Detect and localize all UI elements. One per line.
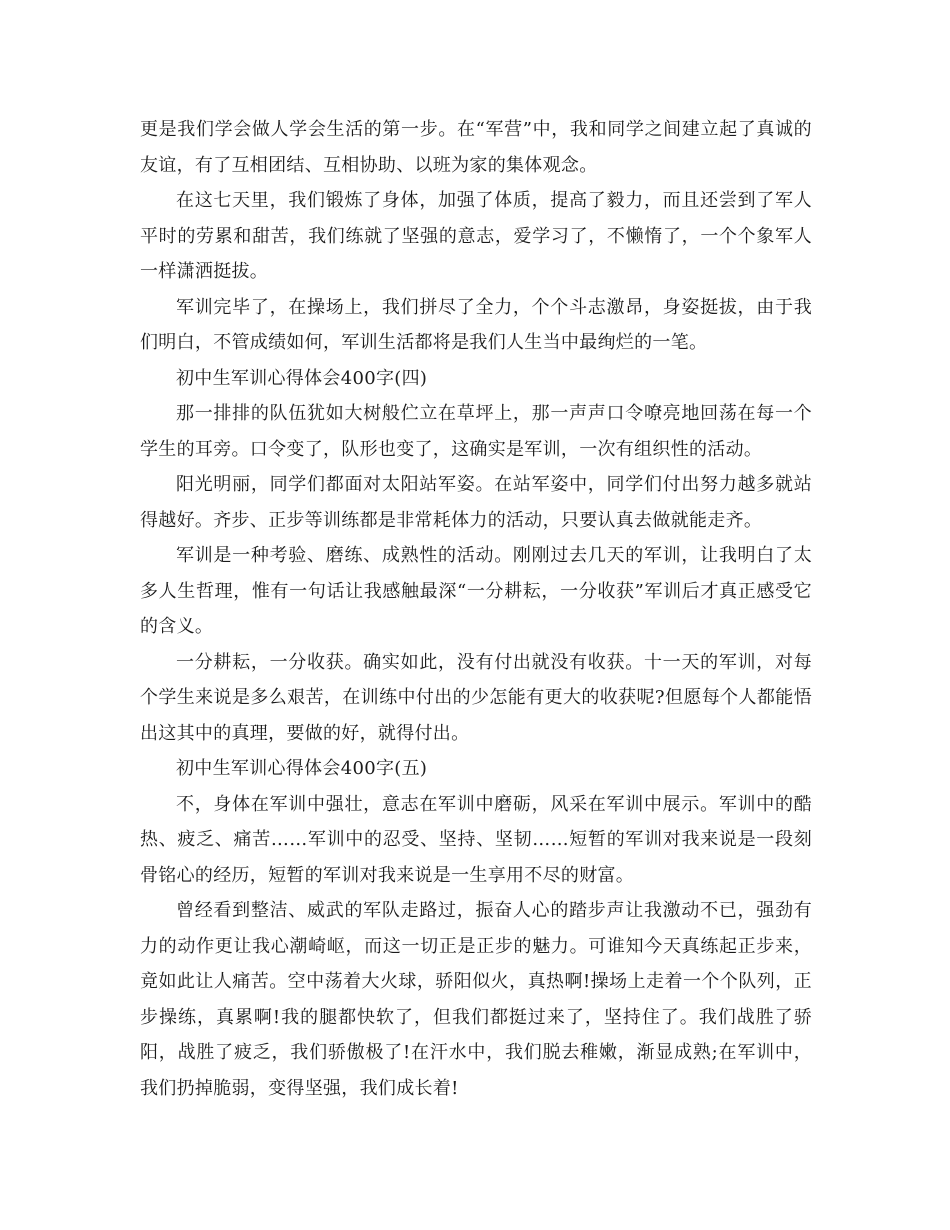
paragraph: 一分耕耘，一分收获。确实如此，没有付出就没有收获。十一天的军训，对每个学生来说是多么艰苦，在训练中付出的少怎能有更大的收获呢?但愿每个人都能悟出这其中的真理，要做的好，就得付出。 <box>140 651 812 744</box>
paragraph: 不，身体在军训中强壮，意志在军训中磨砺，风采在军训中展示。军训中的酷热、疲乏、痛苦……军训中的忍受、坚持、坚韧……短暂的军训对我来说是一段刻骨铭心的经历，短暂的军训对我来说是一生享用不尽的财富。 <box>140 793 812 886</box>
paragraph-continuation: 更是我们学会做人学会生活的第一步。在“军营”中，我和同学之间建立起了真诚的友谊，有了互相团结、互相协助、以班为家的集体观念。 <box>140 119 812 176</box>
paragraph: 阳光明丽，同学们都面对太阳站军姿。在站军姿中，同学们付出努力越多就站得越好。齐步、正步等训练都是非常耗体力的活动，只要认真去做就能走齐。 <box>140 474 812 531</box>
section-heading: 初中生军训心得体会400字(四) <box>176 367 428 389</box>
paragraph: 曾经看到整洁、威武的军队走路过，振奋人心的踏步声让我激动不已，强劲有力的动作更让我心潮崎岖，而这一切正是正步的魅力。可谁知今天真练起正步来，竟如此让人痛苦。空中荡着大火球，骄阳似火，真热啊!操场上走着一个个队列，正步操练，真累啊!我的腿都快软了，但我们都挺过来了，坚持住了。我们战胜了骄阳，战胜了疲乏，我们骄傲极了!在汗水中，我们脱去稚嫩，渐显成熟;在军训中，我们扔掉脆弱，变得坚强，我们成长着! <box>140 900 812 1099</box>
paragraph: 军训是一种考验、磨练、成熟性的活动。刚刚过去几天的军训，让我明白了太多人生哲理，惟有一句话让我感触最深“一分耕耘，一分收获”军训后才真正感受它的含义。 <box>140 545 812 637</box>
paragraph: 军训完毕了，在操场上，我们拼尽了全力，个个斗志激昂，身姿挺拔，由于我们明白，不管成绩如何，军训生活都将是我们人生当中最绚烂的一笔。 <box>140 296 812 353</box>
document-page <box>140 112 812 1106</box>
paragraph: 在这七天里，我们锻炼了身体，加强了体质，提高了毅力，而且还尝到了军人平时的劳累和甜苦，我们练就了坚强的意志，爱学习了，不懒惰了，一个个象军人一样潇洒挺拔。 <box>140 190 812 282</box>
section-heading: 初中生军训心得体会400字(五) <box>176 758 428 779</box>
paragraph: 那一排排的队伍犹如大树般伫立在草坪上，那一声声口令嘹亮地回荡在每一个学生的耳旁。口令变了，队形也变了，这确实是军训，一次有组织性的活动。 <box>140 403 812 460</box>
